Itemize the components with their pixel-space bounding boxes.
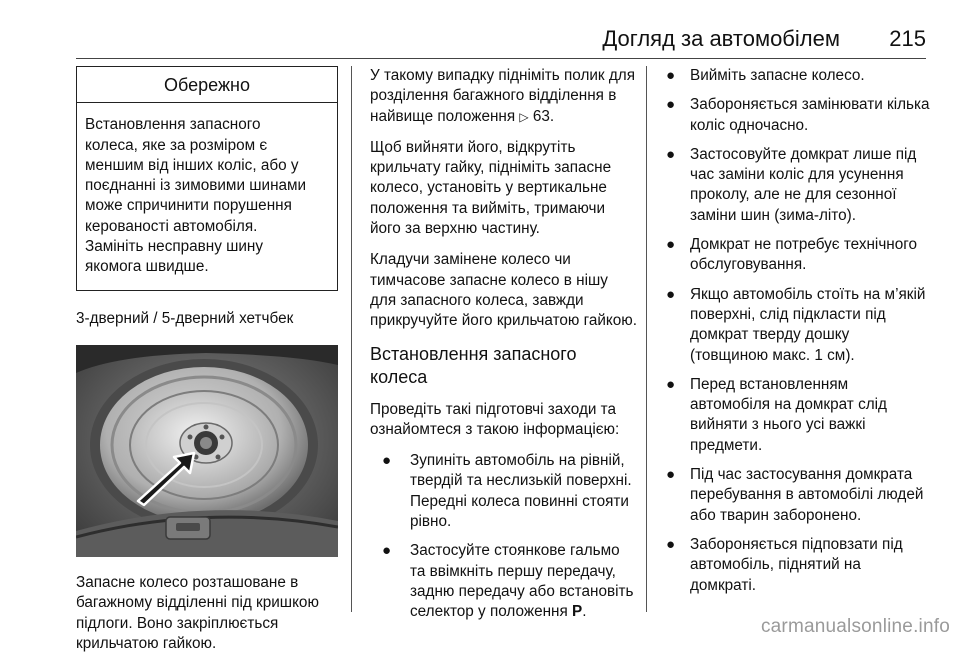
- bullet-icon: ●: [666, 145, 676, 163]
- bullet-icon: ●: [666, 285, 676, 303]
- list-item: [664, 535, 930, 596]
- bullet-icon: ●: [666, 535, 676, 553]
- list-item-text: Застосуйте стоянкове гальмо та ввімкніть першу передачу, задню передачу або встановіть селектор у положення: [410, 542, 634, 621]
- figure-caption: Запасне колесо розташоване в багажному відділенні під кришкою підлоги. Воно закріплюється крильчатою гайкою.: [76, 573, 319, 652]
- caution-line: якомога швидше.: [85, 258, 209, 276]
- bullet-icon: ●: [666, 236, 676, 254]
- list-item-suffix: .: [582, 603, 587, 621]
- bullet-icon: ●: [666, 375, 676, 393]
- caution-line: Замініть несправну шину: [85, 238, 264, 256]
- bullet-icon: ●: [666, 67, 676, 84]
- bullet-icon: ●: [666, 466, 676, 484]
- caution-line: Встановлення запасного: [85, 116, 261, 134]
- paragraph-remove-wheel: Щоб вийняти його, відкрутіть крильчату гайку, підніміть запасне колесо, установіть у вертикальне положення та вийміть, тримаючи його за верхню частину.: [370, 138, 612, 238]
- section-intro: Проведіть такі підготовчі заходи та ознайомтеся з такою інформацією:: [370, 400, 620, 438]
- caution-text: [77, 103, 337, 289]
- paragraph-store-wheel: Кладучи замінене колесо чи тимчасове запасне колесо в нішу для запасного колеса, завжди прикручуйте його крильчатою гайкою.: [370, 251, 638, 330]
- page-header: [76, 22, 926, 56]
- list-item: [370, 541, 638, 622]
- list-item: [664, 285, 930, 366]
- list-item: [370, 451, 638, 532]
- section-title: Встановлення запасного колеса: [370, 343, 577, 387]
- caution-line: колеса, яке за розміром є: [85, 136, 268, 154]
- caution-box: [76, 66, 338, 291]
- left-column: [76, 66, 338, 654]
- middle-column: [370, 66, 638, 632]
- caution-title: Обережно: [77, 67, 337, 103]
- header-rule: [76, 58, 926, 59]
- list-item-text: Застосовуйте домкрат лише під час заміни коліс для усунення проколу, але не для сезонної заміни шин (зима-літо).: [690, 145, 917, 224]
- paragraph-raise-floor-text: У такому випадку підніміть полик для розділення багажного відділення в найвище положення: [370, 67, 636, 125]
- list-item: [664, 375, 930, 456]
- list-item: [664, 465, 930, 526]
- safety-list: [664, 66, 930, 596]
- list-item: [664, 95, 930, 136]
- list-item-text: Перед встановленням автомобіля на домкрат слід вийняти з нього усі важкі предмети.: [690, 375, 887, 454]
- bullet-icon: ●: [666, 96, 676, 114]
- list-item-text: Домкрат не потребує технічного обслуговування.: [690, 236, 917, 274]
- list-item: [664, 66, 930, 86]
- list-item-text: Зупиніть автомобіль на рівній, твердій та неслизькій поверхні. Передні колеса повинні стояти рівно.: [410, 452, 632, 531]
- paragraph-raise-floor: [370, 66, 638, 127]
- column-divider-left: [351, 66, 352, 612]
- list-item: [664, 145, 930, 226]
- caution-line: може спричинити порушення: [85, 197, 292, 215]
- page-reference: 63.: [532, 107, 555, 125]
- bullet-icon: ●: [382, 452, 392, 470]
- list-item-text: Вийміть запасне колесо.: [690, 67, 865, 84]
- preparation-list: [370, 451, 638, 622]
- caution-line: поєднанні із зимовими шинами: [85, 177, 307, 195]
- list-item-text: Забороняється підповзати під автомобіль, піднятий на домкраті.: [690, 535, 903, 594]
- list-item: [664, 235, 930, 276]
- column-divider-right: [646, 66, 647, 612]
- right-column: [664, 66, 930, 605]
- body-type-subheading: 3-дверний / 5-дверний хетчбек: [76, 309, 294, 327]
- watermark-link[interactable]: carmanualsonline.info: [760, 616, 950, 637]
- page-number: 215: [889, 26, 926, 51]
- gear-selector-letter: P: [572, 603, 583, 621]
- reference-triangle-icon: ▷: [519, 109, 529, 124]
- spare-wheel-photo: [76, 345, 338, 557]
- caution-line: меншим від інших коліс, або у: [85, 156, 299, 174]
- bullet-icon: ●: [382, 542, 392, 560]
- list-item-text: Якщо автомобіль стоїть на м’якій поверхні, слід підкласти під домкрат тверду дошку (товщиною макс. 1 см).: [690, 285, 926, 364]
- caution-line: керованості автомобіля.: [85, 217, 258, 235]
- header-title: Догляд за автомобілем: [602, 26, 840, 51]
- list-item-text: Під час застосування домкрата перебування в автомобілі людей або тварин заборонено.: [690, 466, 924, 524]
- list-item-text: Забороняється замінювати кілька коліс одночасно.: [690, 96, 930, 134]
